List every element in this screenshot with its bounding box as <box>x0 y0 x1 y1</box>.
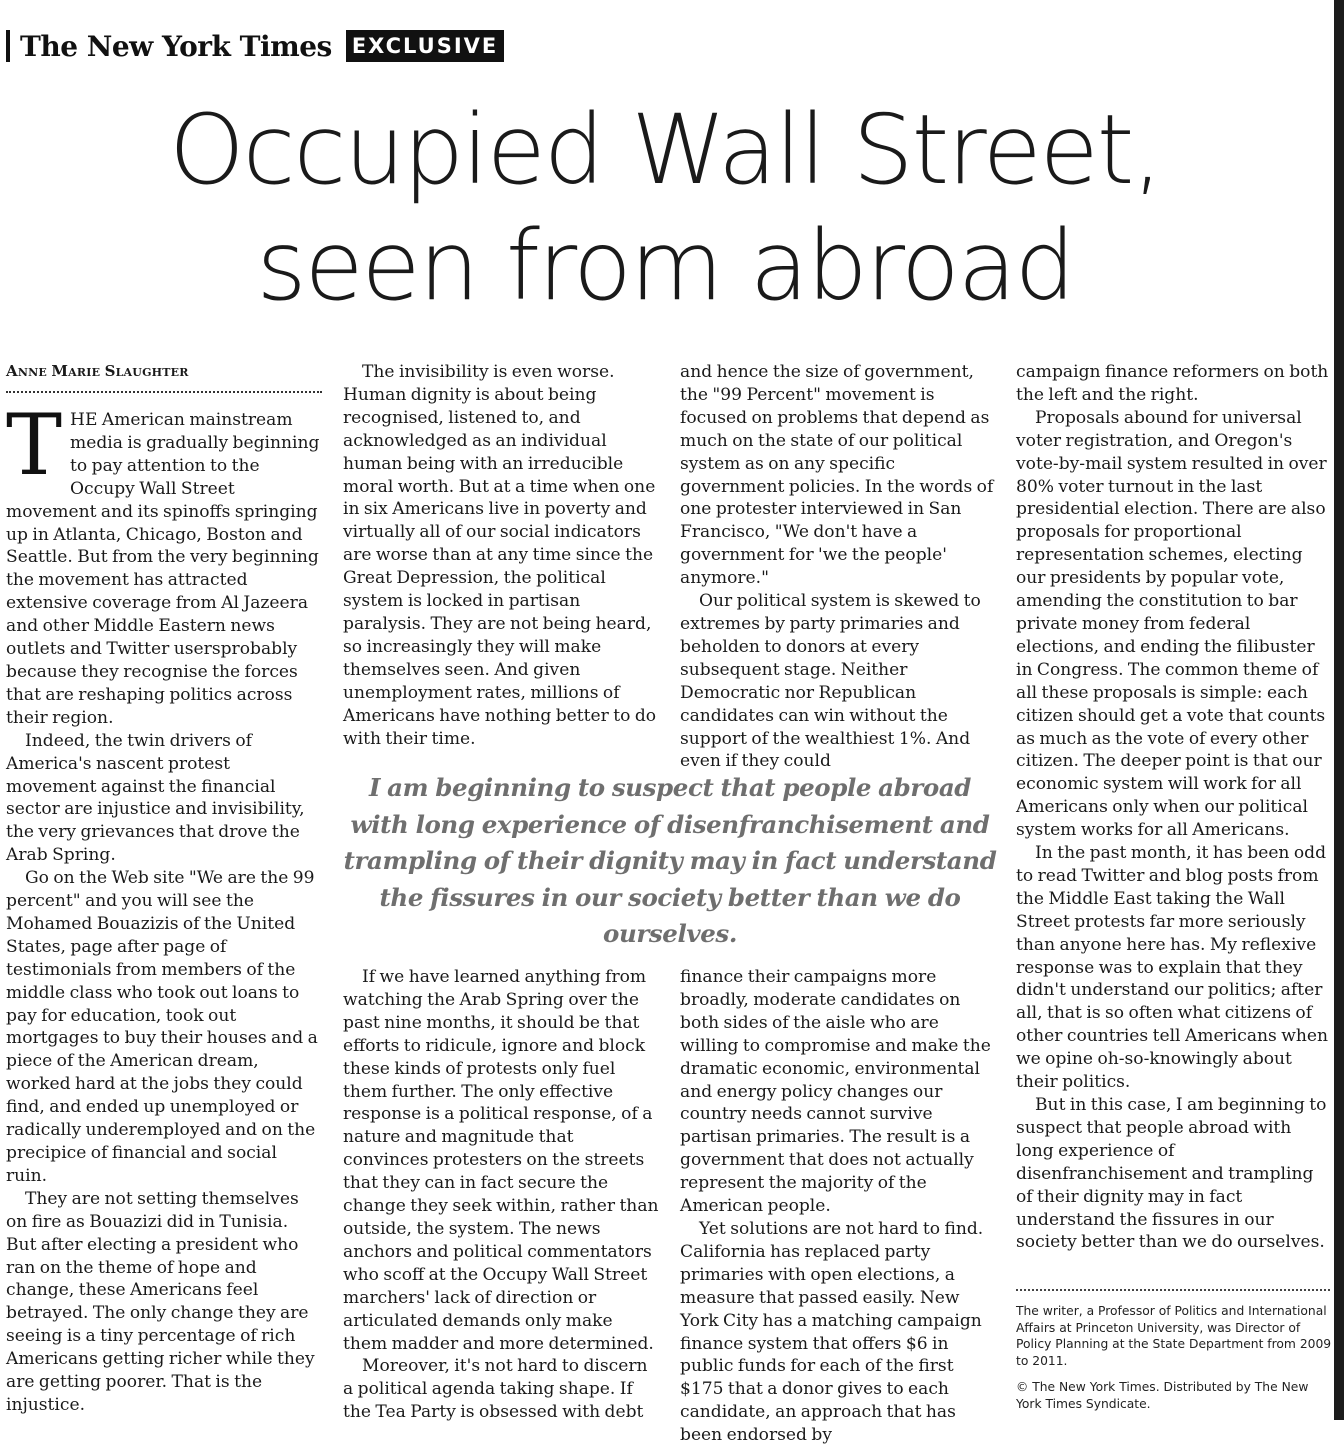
paragraph: Indeed, the twin drivers of America's nascent protest movement against the financial sector are injustice and invisibility, the very grievances that drove the Arab Spring. <box>6 730 305 866</box>
column-4 <box>1016 361 1332 1254</box>
column-2-top <box>343 361 661 750</box>
copyright-notice: © The New York Times. Distributed by The New York Times Syndicate. <box>1016 1380 1309 1411</box>
paragraph: In the past month, it has been odd to read Twitter and blog posts from the Middle East taking the Wall Street protests far more seriously than anyone here has. My reflexive response was to explain that they didn't understand our politics; after all, that is so often what citizens of other countries tell Americans when we opine oh-so-knowingly about their politics. <box>1016 843 1329 1093</box>
pull-quote: I am beginning to suspect that people abroad with long experience of disenfranchisement and trampling of their dignity may in fact understand the fissures in our society better than we do ourselves. <box>343 773 997 948</box>
column-1 <box>6 361 322 1417</box>
column-3-top <box>680 361 998 773</box>
paragraph: If we have learned anything from watching the Arab Spring over the past nine months, it should be that efforts to ridicule, ignore and block these kinds of protests only fuel them further. The only effective response is a political response, of a nature and magnitude that convinces protesters on the streets that they can in fact secure the change they seek within, rather than outside, the system. The news anchors and political commentators who scoff at the Occupy Wall Street marchers' lack of direction or articulated demands only make them madder and more determined. <box>343 967 659 1354</box>
headline-line-2: seen from abroad <box>256 210 1074 322</box>
paragraph: campaign finance reformers on both the left and the right. <box>1016 362 1329 405</box>
byline: Anne Marie Slaughter <box>6 362 189 380</box>
byline-divider <box>6 391 322 393</box>
nyt-logo: The New York Times <box>20 29 332 63</box>
paragraph: Our political system is skewed to extremes by party primaries and beholden to donors at every subsequent stage. Neither Democratic nor Republican candidates can win without the support of the wealthiest 1%. And even if they could <box>680 591 981 772</box>
drop-cap: T <box>6 396 63 494</box>
exclusive-badge: EXCLUSIVE <box>346 30 504 62</box>
paragraph: finance their campaigns more broadly, moderate candidates on both sides of the aisle who are willing to compromise and make the dramatic economic, environmental and energy policy changes our country needs cannot survive partisan primaries. The result is a government that does not actually represent the majority of the American people. <box>680 967 991 1217</box>
paragraph: Go on the Web site "We are the 99 percent" and you will see the Mohamed Bouazizis of the United States, page after page of testimonials from members of the middle class who took out loans to pay for education, took out mortgages to buy their houses and a piece of the American dream, worked hard at the jobs they could find, and ended up unemployed or radically underemployed and on the precipice of financial and social ruin. <box>6 868 318 1186</box>
paragraph: Moreover, it's not hard to discern a political agenda taking shape. If the Tea Party is obsessed with debt <box>343 1356 648 1423</box>
headline-line-1: Occupied Wall Street, <box>169 94 1161 206</box>
masthead <box>6 28 504 64</box>
author-footnote <box>1016 1303 1334 1422</box>
paragraph: Yet solutions are not hard to find. California has replaced party primaries with open elections, a measure that passed easily. New York City has a matching campaign finance system that offers $6 in public funds for each of the first $175 that a donor gives to each candidate, an approach that has been endorsed by <box>680 1218 984 1446</box>
masthead-bar <box>6 30 10 62</box>
headline <box>40 92 1290 324</box>
lead-paragraph: THE American mainstream media is gradually beginning to pay attention to the Occupy Wall Street movement and its spinoffs springing up in Atlanta, Chicago, Boston and Seattle. But from the very beginning the movement has attracted extensive coverage from Al Jazeera and other Middle Eastern news outlets and Twitter usersprobably because they recognise the forces that are reshaping politics across their region. <box>6 396 320 728</box>
paragraph: and hence the size of government, the "99 Percent" movement is focused on problems that depend as much on the state of our political system as on any specific government policies. In the words of one protester interviewed in San Francisco, "We don't have a government for 'we the people' anymore." <box>680 362 994 589</box>
author-bio: The writer, a Professor of Politics and International Affairs at Princeton University, was Director of Policy Planning at the State Department from 2009 to 2011. <box>1016 1304 1332 1368</box>
footnote-divider <box>1016 1289 1330 1291</box>
right-edge-rule <box>1334 0 1344 1420</box>
column-2-bottom <box>343 966 661 1424</box>
column-3-bottom <box>680 966 998 1447</box>
paragraph: The invisibility is even worse. Human dignity is about being recognised, listened to, and acknowledged as an individual human being with an irreducible moral worth. But at a time when one in six Americans live in poverty and virtually all of our social indicators are worse than at any time since the Great Depression, the political system is locked in partisan paralysis. They are not being heard, so increasingly they will make themselves seen. And given unemployment rates, millions of Americans have nothing better to do with their time. <box>343 362 657 749</box>
paragraph: But in this case, I am beginning to suspect that people abroad with long experience of disenfranchisement and trampling of their dignity may in fact understand the fissures in our society better than we do ourselves. <box>1016 1095 1327 1253</box>
paragraph: Proposals abound for universal voter registration, and Oregon's vote-by-mail system resulted in over 80% voter turnout in the last presidential election. There are also proposals for proportional representation schemes, electing our presidents by popular vote, amending the constitution to bar private money from federal elections, and ending the filibuster in Congress. The common theme of all these proposals is simple: each citizen should get a vote that counts as much as the vote of every other citizen. The deeper point is that our economic system will work for all Americans only when our political system works for all Americans. <box>1016 407 1327 841</box>
paragraph: They are not setting themselves on fire as Bouazizi did in Tunisia. But after electing a president who ran on the theme of hope and change, these Americans feel betrayed. The only change they are seeing is a tiny percentage of rich Americans getting richer while they are getting poorer. That is the injustice. <box>6 1188 315 1415</box>
